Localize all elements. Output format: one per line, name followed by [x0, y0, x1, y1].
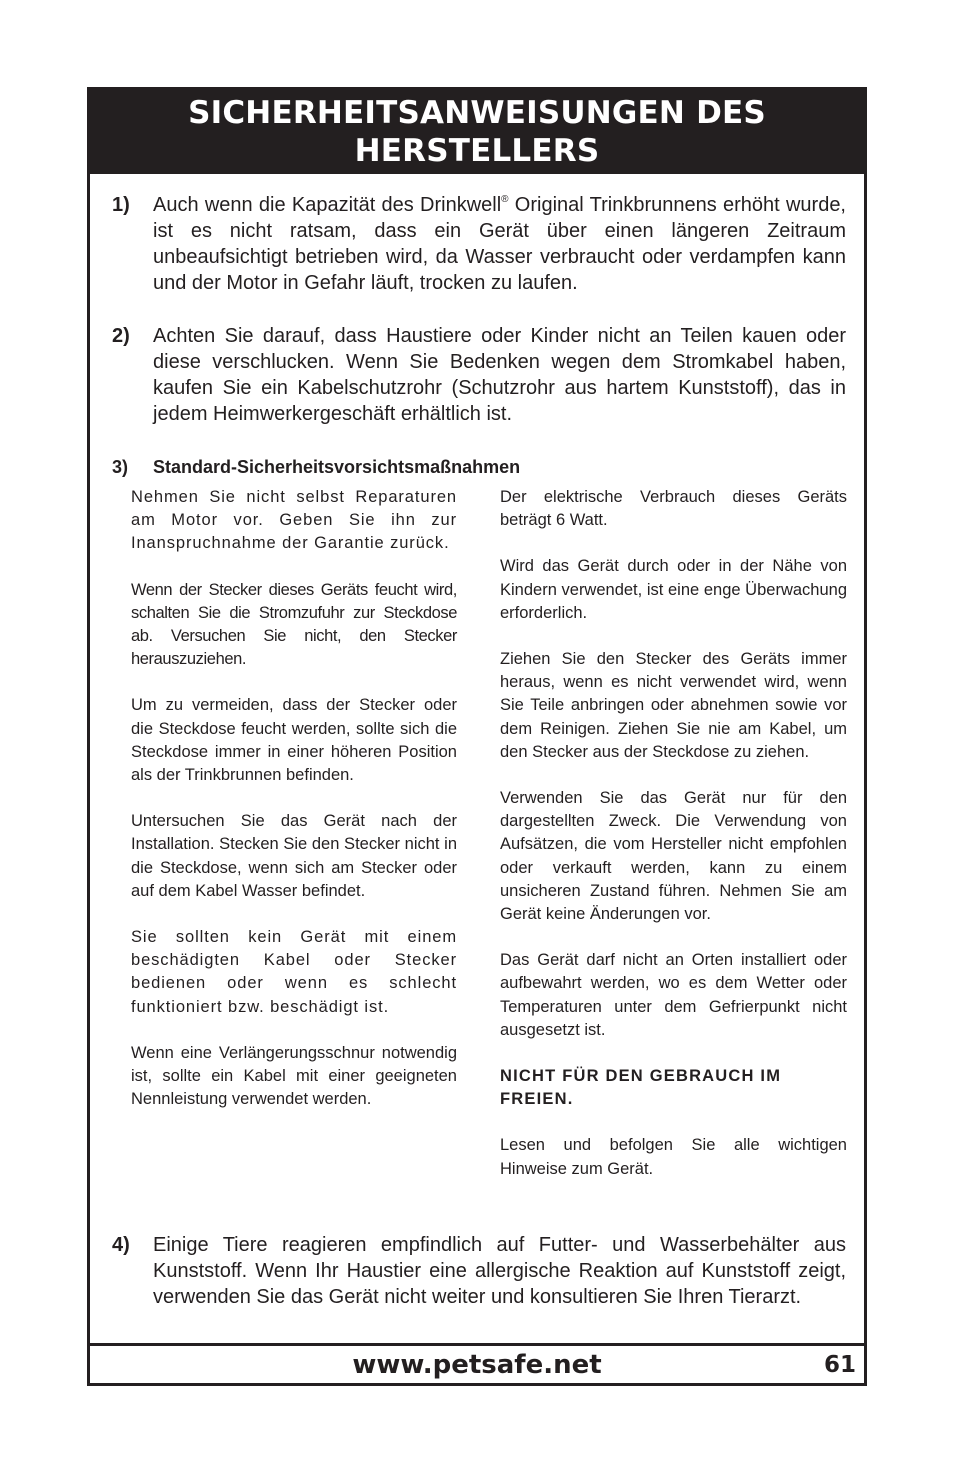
- precaution-paragraph: Wenn der Stecker dieses Geräts feucht wird, schalten Sie die Stromzufuhr zur Steckdose ab. Versuchen Sie nicht, den Stecker herauszuziehen.: [131, 580, 457, 669]
- item-number: 1): [112, 194, 130, 216]
- outdoor-warning: NICHT FÜR DEN GEBRAUCH IM FREIEN.: [500, 1067, 782, 1109]
- precaution-paragraph: Der elektrische Verbrauch dieses Geräts beträgt 6 Watt.: [500, 488, 847, 530]
- item-number: 4): [112, 1234, 130, 1256]
- item-number: 2): [112, 325, 130, 347]
- title-line-1: SICHERHEITSANWEISUNGEN DES: [188, 95, 766, 131]
- footer-divider: [90, 1343, 864, 1346]
- precaution-paragraph: Ziehen Sie den Stecker des Geräts immer heraus, wenn es nicht verwendet wird, wenn Sie Teile anbringen oder abnehmen sowie vor dem Reinigen. Ziehen Sie nie am Kabel, um den Stecker aus der Steckdose zu ziehen.: [500, 650, 847, 761]
- precaution-paragraph: Wenn eine Verlängerungsschnur notwendig ist, sollte ein Kabel mit einer geeigneten Nennleistung verwendet werden.: [131, 1043, 457, 1109]
- section-heading: Standard-Sicherheitsvorsichtsmaßnahmen: [153, 457, 521, 477]
- precaution-paragraph: Nehmen Sie nicht selbst Reparaturen am Motor vor. Geben Sie ihn zur Inanspruchnahme der Garantie zurück.: [131, 488, 457, 553]
- precaution-paragraph: Das Gerät darf nicht an Orten installiert oder aufbewahrt werden, wo es dem Wetter oder Temperaturen unter dem Gefrierpunkt nicht ausgesetzt ist.: [500, 951, 847, 1039]
- item-text-start: Auch wenn die Kapazität des Drinkwell: [153, 194, 502, 216]
- precaution-paragraph: Um zu vermeiden, dass der Stecker oder die Steckdose feucht werden, sollte sich die Steckdose immer in einer höheren Position als der Trinkbrunnen befinden.: [131, 696, 457, 785]
- page-title: [90, 90, 864, 174]
- item-text-end: Original Trinkbrunnens erhöht wurde, ist es nicht ratsam, dass ein Gerät über einen längeren Zeitraum unbeaufsichtigt betrieben wird, da Wasser verbraucht oder verdampfen kann und der Motor in Gefahr läuft, trocken zu laufen.: [153, 194, 846, 294]
- registered-mark: ®: [501, 194, 509, 205]
- precaution-paragraph: Lesen und befolgen Sie alle wichtigen Hinweise zum Gerät.: [500, 1136, 847, 1178]
- precautions-left-column: [131, 486, 457, 1134]
- item-number: 3): [112, 457, 129, 477]
- item-text: Einige Tiere reagieren empfindlich auf Futter- und Wasserbehälter aus Kunststoff. Wenn Ihr Haustier eine allergische Reaktion auf Kunststoff zeigt, verwenden Sie das Gerät nicht weiter und konsultieren Sie Ihren Tierarzt.: [153, 1234, 846, 1308]
- precaution-paragraph: Untersuchen Sie das Gerät nach der Installation. Stecken Sie den Stecker nicht in die Steckdose, wenn sich am Stecker oder auf dem Kabel Wasser befindet.: [131, 812, 457, 900]
- precaution-paragraph: Verwenden Sie das Gerät nur für den dargestellten Zweck. Die Verwendung von Aufsätzen, die vom Hersteller nicht empfohlen oder verkauft werden, kann zu einem unsicheren Zustand führen. Nehmen Sie am Gerät keine Änderungen vor.: [500, 789, 847, 924]
- precaution-paragraph: Wird das Gerät durch oder in der Nähe von Kindern verwendet, ist eine enge Überwachung erforderlich.: [500, 557, 847, 622]
- item-text: Achten Sie darauf, dass Haustiere oder Kinder nicht an Teilen kauen oder diese verschlucken. Wenn Sie Bedenken wegen dem Stromkabel haben, kaufen Sie ein Kabelschutzrohr (Schutzrohr aus hartem Kunststoff), das in jedem Heimwerkergeschäft erhältlich ist.: [153, 325, 846, 425]
- item-text: [153, 192, 846, 296]
- precaution-paragraph: Sie sollten kein Gerät mit einem beschädigten Kabel oder Stecker bedienen oder wenn es schlecht funktioniert bzw. beschädigt ist.: [131, 928, 457, 1016]
- website-url: www.petsafe.net: [352, 1350, 602, 1380]
- page-number: 61: [823, 1352, 856, 1378]
- title-line-2: HERSTELLERS: [354, 133, 600, 169]
- page-frame: [87, 87, 867, 1386]
- precautions-right-column: [500, 486, 847, 1204]
